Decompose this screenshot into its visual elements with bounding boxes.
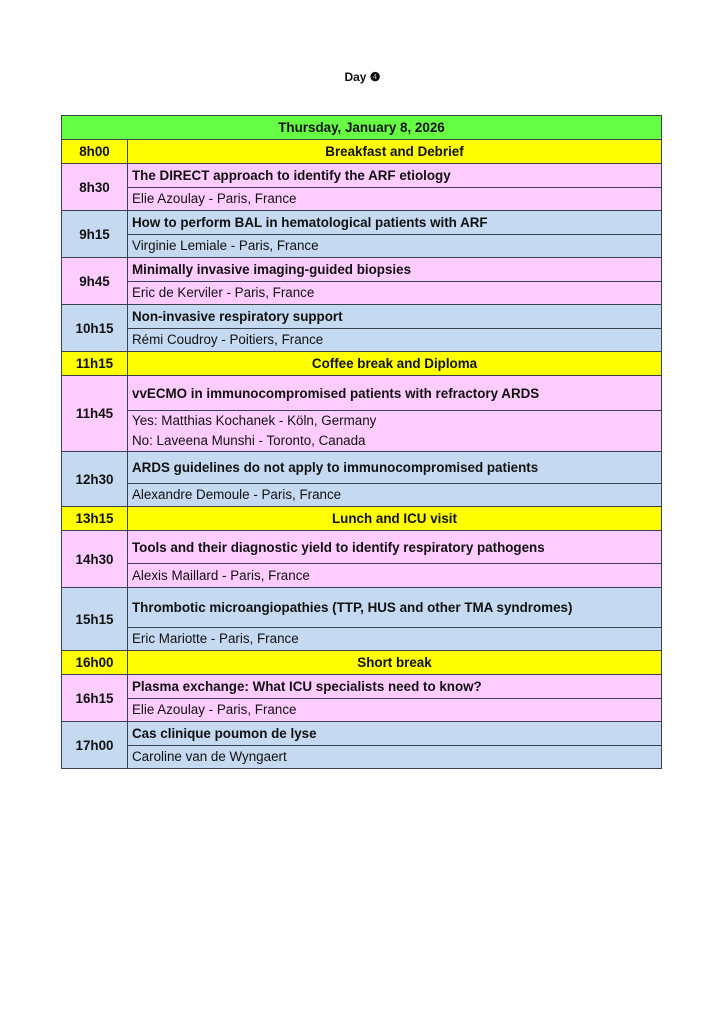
speaker-name: Alexis Maillard - Paris, France: [132, 567, 310, 583]
speaker-name: Caroline van de Wyngaert: [132, 749, 287, 764]
date-row: [62, 116, 662, 140]
session-speakers: [128, 628, 662, 651]
session-speakers: [128, 564, 662, 588]
break-time: 11h15: [62, 352, 128, 376]
session-title: The DIRECT approach to identify the ARF etiology: [128, 164, 662, 188]
session-row: [62, 722, 662, 746]
session-time: 8h30: [62, 164, 128, 211]
session-time: 10h15: [62, 305, 128, 352]
speaker-row: [62, 188, 662, 211]
session-title: How to perform BAL in hematological patients with ARF: [128, 211, 662, 235]
session-time: 16h15: [62, 675, 128, 722]
break-label: Breakfast and Debrief: [128, 140, 662, 164]
session-row: [62, 164, 662, 188]
break-label: Coffee break and Diploma: [128, 352, 662, 376]
session-row: [62, 258, 662, 282]
session-row: [62, 452, 662, 484]
session-row: [62, 211, 662, 235]
break-label: Short break: [128, 651, 662, 675]
session-title: Minimally invasive imaging-guided biopsies: [128, 258, 662, 282]
speaker-row: [62, 484, 662, 507]
session-title: Thrombotic microangiopathies (TTP, HUS and other TMA syndromes): [128, 588, 662, 628]
speaker-row: [62, 411, 662, 452]
session-row: [62, 376, 662, 411]
session-speakers: [128, 235, 662, 258]
session-time: 17h00: [62, 722, 128, 769]
session-time: 14h30: [62, 531, 128, 588]
speaker-name: No: Laveena Munshi - Toronto, Canada: [132, 433, 366, 448]
speaker-name: Elie Azoulay - Paris, France: [132, 702, 297, 717]
speaker-row: [62, 746, 662, 769]
speaker-name: Alexandre Demoule - Paris, France: [132, 487, 342, 502]
session-title: Cas clinique poumon de lyse: [128, 722, 662, 746]
speaker-name: Elie Azoulay - Paris, France: [132, 191, 297, 206]
break-time: 8h00: [62, 140, 128, 164]
date-header: Thursday, January 8, 2026: [62, 116, 662, 140]
speaker-row: [62, 564, 662, 588]
session-title: Non-invasive respiratory support: [128, 305, 662, 329]
session-speakers: [128, 411, 662, 452]
break-row: [62, 651, 662, 675]
day-heading: Day ❹: [344, 70, 381, 84]
session-title: vvECMO in immunocompromised patients with refractory ARDS: [128, 376, 662, 411]
session-speakers: [128, 329, 662, 352]
session-speakers: [128, 282, 662, 305]
break-label: Lunch and ICU visit: [128, 507, 662, 531]
session-row: [62, 531, 662, 564]
schedule-table: [61, 115, 662, 769]
session-row: [62, 588, 662, 628]
speaker-row: [62, 235, 662, 258]
session-time: 9h15: [62, 211, 128, 258]
speaker-row: [62, 282, 662, 305]
session-time: 11h45: [62, 376, 128, 452]
speaker-row: [62, 329, 662, 352]
session-speakers: [128, 699, 662, 722]
session-time: 15h15: [62, 588, 128, 651]
speaker-name: Rémi Coudroy - Poitiers, France: [132, 332, 324, 347]
speaker-row: [62, 628, 662, 651]
break-time: 16h00: [62, 651, 128, 675]
session-row: [62, 675, 662, 699]
session-speakers: [128, 484, 662, 507]
speaker-name: Virginie Lemiale - Paris, France: [132, 238, 319, 253]
session-title: Plasma exchange: What ICU specialists need to know?: [128, 675, 662, 699]
break-time: 13h15: [62, 507, 128, 531]
session-title: Tools and their diagnostic yield to identify respiratory pathogens: [128, 531, 662, 564]
break-row: [62, 352, 662, 376]
speaker-row: [62, 699, 662, 722]
session-title: ARDS guidelines do not apply to immunocompromised patients: [128, 452, 662, 484]
break-row: [62, 507, 662, 531]
speaker-name: Eric de Kerviler - Paris, France: [132, 285, 315, 300]
speaker-name: Eric Mariotte - Paris, France: [132, 631, 299, 646]
session-speakers: [128, 188, 662, 211]
break-row: [62, 140, 662, 164]
session-time: 9h45: [62, 258, 128, 305]
session-row: [62, 305, 662, 329]
session-time: 12h30: [62, 452, 128, 507]
session-speakers: [128, 746, 662, 769]
speaker-name: Yes: Matthias Kochanek - Köln, Germany: [132, 413, 377, 428]
